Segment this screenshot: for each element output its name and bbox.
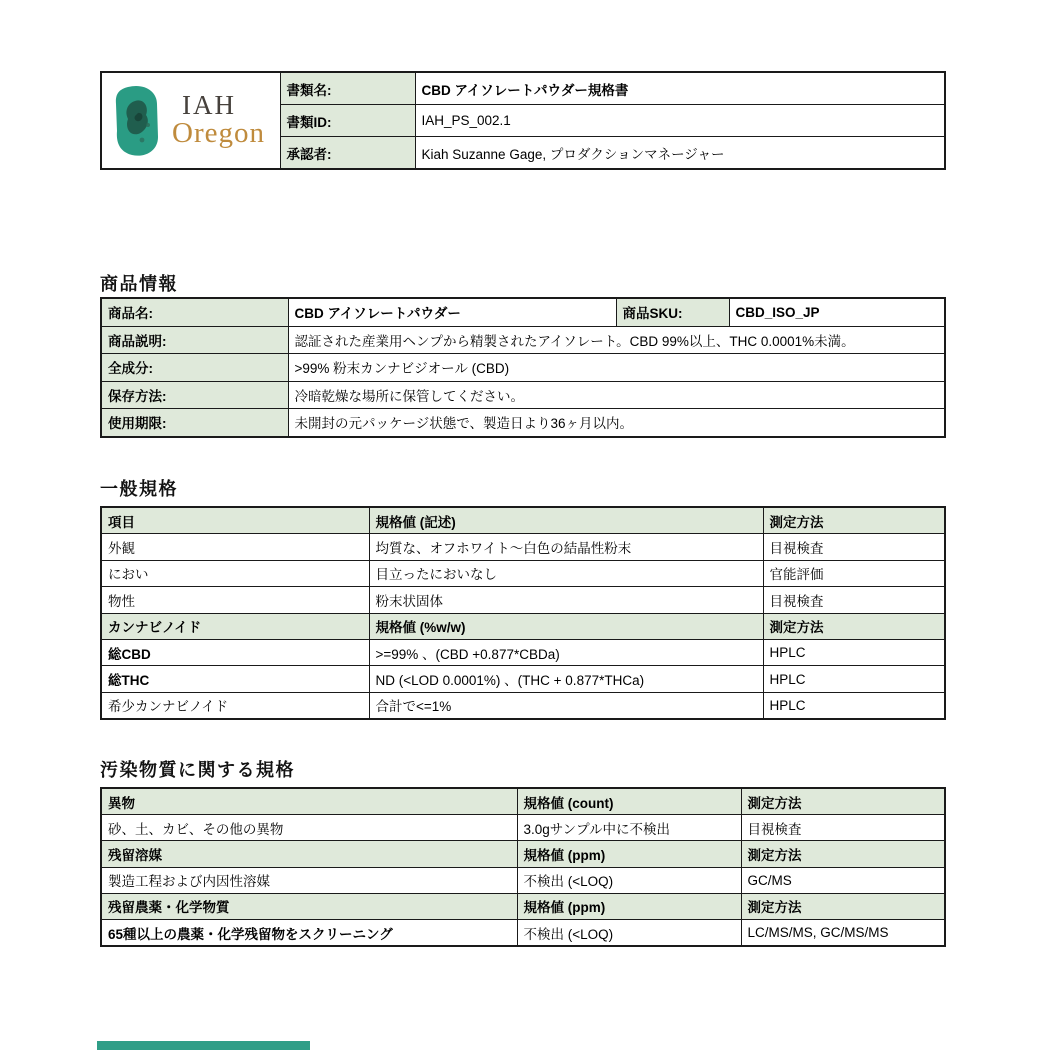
residual-solvents-method: GC/MS bbox=[741, 867, 945, 893]
table-row bbox=[101, 639, 945, 665]
table-header-row bbox=[101, 613, 945, 639]
table-row bbox=[101, 560, 945, 586]
table-row bbox=[101, 409, 945, 437]
table-row bbox=[101, 919, 945, 946]
product-description-label: 商品説明: bbox=[101, 326, 288, 354]
table-row bbox=[101, 326, 945, 354]
minor-cannabinoids-item: 希少カンナビノイド bbox=[101, 692, 369, 719]
col-header-method: 測定方法 bbox=[763, 507, 945, 534]
storage-label: 保存方法: bbox=[101, 381, 288, 409]
residual-solvents-spec: 不検出 (<LOQ) bbox=[517, 867, 741, 893]
doc-name-label: 書類名: bbox=[280, 72, 415, 105]
logo-company-name: IAH bbox=[182, 89, 236, 120]
logo-region-name: Oregon bbox=[172, 117, 265, 150]
physical-state-spec: 粉末状固体 bbox=[369, 587, 763, 613]
total-cbd-spec: >=99% 、(CBD +0.877*CBDa) bbox=[369, 639, 763, 665]
table-row bbox=[101, 534, 945, 560]
total-cbd-method: HPLC bbox=[763, 639, 945, 665]
odor-spec: 目立ったにおいなし bbox=[369, 560, 763, 586]
doc-name-value: CBD アイソレートパウダー規格書 bbox=[415, 72, 945, 105]
doc-id-value: IAH_PS_002.1 bbox=[415, 105, 945, 137]
company-logo bbox=[106, 85, 276, 157]
foreign-matter-method-header: 測定方法 bbox=[741, 788, 945, 815]
product-info-section-title: 商品情報 bbox=[100, 274, 178, 294]
minor-cannabinoids-spec: 合計で<=1% bbox=[369, 692, 763, 719]
logo-cell bbox=[101, 72, 280, 169]
product-sku-value: CBD_ISO_JP bbox=[729, 298, 945, 326]
general-specs-table bbox=[100, 506, 946, 720]
table-row bbox=[101, 72, 945, 105]
product-info-table bbox=[100, 297, 946, 438]
logo-text bbox=[172, 89, 265, 150]
pesticides-spec: 不検出 (<LOQ) bbox=[517, 919, 741, 946]
foreign-matter-header: 異物 bbox=[101, 788, 517, 815]
foreign-matter-method: 目視検査 bbox=[741, 815, 945, 841]
table-row bbox=[101, 381, 945, 409]
cannabinoid-spec-header: 規格値 (%w/w) bbox=[369, 613, 763, 639]
table-row bbox=[101, 666, 945, 692]
appearance-item: 外観 bbox=[101, 534, 369, 560]
appearance-method: 目視検査 bbox=[763, 534, 945, 560]
table-row bbox=[101, 354, 945, 382]
table-row bbox=[101, 692, 945, 719]
foreign-matter-spec: 3.0gサンプル中に不検出 bbox=[517, 815, 741, 841]
contaminant-specs-section-title: 汚染物質に関する規格 bbox=[100, 760, 295, 780]
table-header-row bbox=[101, 893, 945, 919]
contaminant-specs-table bbox=[100, 787, 946, 947]
ingredients-label: 全成分: bbox=[101, 354, 288, 382]
residual-solvents-spec-header: 規格値 (ppm) bbox=[517, 841, 741, 867]
shelf-life-value: 未開封の元パッケージ状態で、製造日より36ヶ月以内。 bbox=[288, 409, 945, 437]
doc-id-label: 書類ID: bbox=[280, 105, 415, 137]
table-row bbox=[101, 867, 945, 893]
residual-solvents-header: 残留溶媒 bbox=[101, 841, 517, 867]
total-thc-spec: ND (<LOD 0.0001%) 、(THC + 0.877*THCa) bbox=[369, 666, 763, 692]
table-header-row bbox=[101, 507, 945, 534]
table-header-row bbox=[101, 841, 945, 867]
shelf-life-label: 使用期限: bbox=[101, 409, 288, 437]
table-row bbox=[101, 587, 945, 613]
pesticides-header: 残留農薬・化学物質 bbox=[101, 893, 517, 919]
appearance-spec: 均質な、オフホワイト～白色の結晶性粉末 bbox=[369, 534, 763, 560]
cannabinoid-method-header: 測定方法 bbox=[763, 613, 945, 639]
ingredients-value: >99% 粉末カンナビジオール (CBD) bbox=[288, 354, 945, 382]
foreign-matter-item: 砂、土、カビ、その他の異物 bbox=[101, 815, 517, 841]
next-table-edge bbox=[97, 1041, 310, 1050]
pesticides-item: 65種以上の農薬・化学残留物をスクリーニング bbox=[101, 919, 517, 946]
storage-value: 冷暗乾燥な場所に保管してください。 bbox=[288, 381, 945, 409]
residual-solvents-method-header: 測定方法 bbox=[741, 841, 945, 867]
pesticides-method: LC/MS/MS, GC/MS/MS bbox=[741, 919, 945, 946]
odor-method: 官能評価 bbox=[763, 560, 945, 586]
table-header-row bbox=[101, 788, 945, 815]
odor-item: におい bbox=[101, 560, 369, 586]
physical-state-item: 物性 bbox=[101, 587, 369, 613]
product-description-value: 認証された産業用ヘンプから精製されたアイソレート。CBD 99%以上、THC 0.0001%未満。 bbox=[288, 326, 945, 354]
col-header-spec-value: 規格値 (記述) bbox=[369, 507, 763, 534]
table-row bbox=[101, 815, 945, 841]
total-thc-method: HPLC bbox=[763, 666, 945, 692]
product-name-value: CBD アイソレートパウダー bbox=[288, 298, 616, 326]
document-header-table bbox=[100, 71, 946, 170]
approver-value: Kiah Suzanne Gage, プロダクションマネージャー bbox=[415, 137, 945, 170]
total-thc-item: 総THC bbox=[101, 666, 369, 692]
table-row bbox=[101, 298, 945, 326]
residual-solvents-item: 製造工程および内因性溶媒 bbox=[101, 867, 517, 893]
product-sku-label: 商品SKU: bbox=[616, 298, 729, 326]
pesticides-method-header: 測定方法 bbox=[741, 893, 945, 919]
general-specs-section-title: 一般規格 bbox=[100, 479, 178, 499]
physical-state-method: 目視検査 bbox=[763, 587, 945, 613]
col-header-item: 項目 bbox=[101, 507, 369, 534]
total-cbd-item: 総CBD bbox=[101, 639, 369, 665]
pesticides-spec-header: 規格値 (ppm) bbox=[517, 893, 741, 919]
foreign-matter-spec-header: 規格値 (count) bbox=[517, 788, 741, 815]
minor-cannabinoids-method: HPLC bbox=[763, 692, 945, 719]
approver-label: 承認者: bbox=[280, 137, 415, 170]
logo-mark-icon bbox=[114, 85, 160, 157]
cannabinoid-header: カンナビノイド bbox=[101, 613, 369, 639]
product-name-label: 商品名: bbox=[101, 298, 288, 326]
